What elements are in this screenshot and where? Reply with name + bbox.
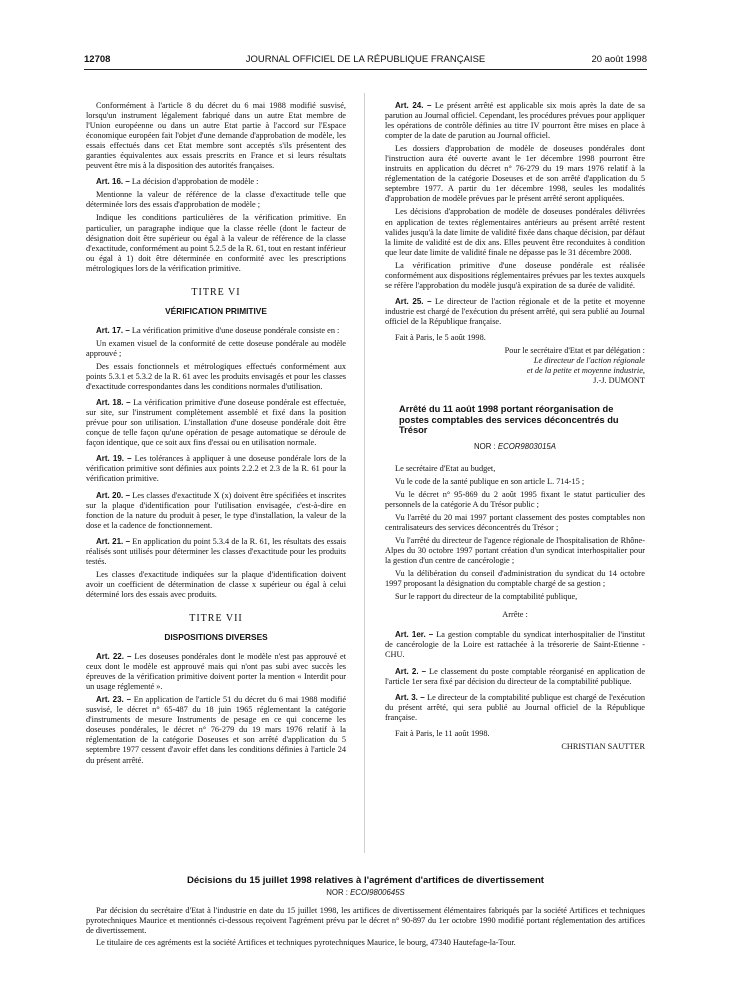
article-label: Art. 24. – <box>395 101 432 110</box>
article-label: Art. 1er. – <box>395 630 434 640</box>
article-text: Les classes d'exactitude X (x) doivent être spécifiées et inscrites sur la plaque d'identification pour l'utilisation envisagée, c'est-à-dire en fonction de la nature du produit à peser, le type d'installation, la valeur de la dose et la cadence de fonctionnement. <box>86 490 346 530</box>
article-21 <box>86 537 346 567</box>
nor-prefix: NOR : <box>326 888 348 898</box>
article-text: La vérification primitive d'une doseuse pondérale est effectuée, sur site, sur l'instrument complètement assemblé et fixé dans la position prévue pour son utilisation. L'installation d'une doseuse pondérale doit être conçue de telle façon qu'une opération de pesage automatique se déroule de façon identique, que ce soit aux fins d'essai ou en utilisation normale. <box>86 398 346 448</box>
article-text: Les doseuses pondérales dont le modèle n'est pas approuvé et ceux dont le modèle est approuvé mais qui n'ont pas subi avec succès les épreuves de la vérification primitive doivent porter la mention « Interdit pour un usage réglementé ». <box>86 652 346 692</box>
visa-line: Sur le rapport du directeur de la comptabilité publique, <box>395 592 578 602</box>
article-text: Le présent arrêté est applicable six mois après la date de sa parution au Journal officiel. Cependant, les procédures prévues pour appliquer les opérations de contrôle définies au titre IV pourront être mises en place à compter de la date de parution au Journal officiel. <box>385 101 646 141</box>
visa-line: Le secrétaire d'Etat au budget, <box>395 463 496 473</box>
issue-date: 20 août 1998 <box>591 54 647 65</box>
page-header <box>84 54 647 68</box>
article-1 <box>385 630 645 660</box>
signature-line: Le directeur de l'action régionale <box>533 356 645 366</box>
journal-title: JOURNAL OFFICIEL DE LA RÉPUBLIQUE FRANÇAISE <box>245 54 486 65</box>
column-divider <box>364 93 365 853</box>
paragraph: Les décisions d'approbation de modèle de doseuses pondérales délivrées en application de textes réglementaires antérieurs au présent arrêté restent valides jusqu'à la date limite de validité fixée dans chaque décision, par défaut la limite de validité est de dix ans. Elles peuvent être reconduites à condition que leur date limite de validité finale ne dépasse pas le 31 décembre 2008. <box>385 207 645 257</box>
paragraph: Le titulaire de ces agréments est la société Artifices et techniques pyrotechniques Maurice, le bourg, 47340 Hautefage-la-Tour. <box>96 938 516 948</box>
article-label: Art. 16. – <box>96 177 130 187</box>
article-label: Art. 22. – <box>96 652 132 662</box>
nor-reference <box>385 442 645 452</box>
signatory-name: CHRISTIAN SAUTTER <box>561 741 645 751</box>
section-subtitle: DISPOSITIONS DIVERSES <box>164 632 268 643</box>
article-text: En application du point 5.3.4 de la R. 61, les résultats des essais réalisés sont utilisés pour déterminer les classes d'exactitude pour les produits testés. <box>86 536 346 566</box>
decisions-title: Décisions du 15 juillet 1998 relatives à l'agrément d'artifices de divertissement <box>186 875 545 886</box>
visa-line: Vu l'arrêté du directeur de l'agence régionale de l'hospitalisation de Rhône-Alpes du 30 octobre 1997 portant création d'un syndicat interhospitalier pour la gestion d'un centre de cancérologie ; <box>385 536 645 566</box>
article-19 <box>86 454 346 484</box>
article-23 <box>86 695 346 765</box>
article-label: Art. 2. – <box>395 666 427 676</box>
article-label: Art. 23. – <box>96 695 132 705</box>
signature-line: et de la petite et moyenne industrie, <box>526 366 645 376</box>
article-label: Art. 20. – <box>96 490 131 500</box>
article-20 <box>86 491 346 531</box>
paragraph: Les dossiers d'approbation de modèle de doseuses pondérales dont l'instruction aura été ouverte avant le 1er décembre 1998 pourront être instruits en application du décret n° 76-279 du 19 mars 1976 relatif à la réglementation de la catégorie Doseuses et de son arrêté d'application du 5 septembre 1977. A partir du 1er décembre 1998, seules les modalités d'approbation de modèle prévues par le présent arrêté seront appliquées. <box>385 144 645 204</box>
article-text: La décision d'approbation de modèle : <box>131 177 259 187</box>
article-label: Art. 21. – <box>96 536 131 546</box>
paragraph: Un examen visuel de la conformité de cette doseuse pondérale au modèle approuvé ; <box>86 338 346 358</box>
article-text: En application de l'article 51 du décret du 6 mai 1988 modifié susvisé, le décret n° 65-487 du 18 juin 1965 réglementant la catégorie d'instruments de mesure Instruments de pesage en ce qui concerne les doseuses pondérales, le décret n° 76-279 du 19 mars 1976 relatif à la réglementation de la catégorie Doseuses et son arrêté d'application du 5 septembre 1977 cessent d'avoir effet dans les conditions définies à l'article 24 du présent arrêté. <box>86 695 346 765</box>
section-title: TITRE VII <box>189 612 243 624</box>
article-text: La vérification primitive d'une doseuse pondérale consiste en : <box>131 325 340 335</box>
left-column <box>86 101 346 769</box>
article-25 <box>385 297 645 327</box>
nor-code: ECOI9800645S <box>350 888 405 898</box>
article-label: Art. 17. – <box>96 325 130 335</box>
article-text: Le directeur de l'action régionale et de la petite et moyenne industrie est chargé de l'exécution du présent arrêté, qui sera publié au Journal officiel de la République française. <box>385 296 646 326</box>
paragraph: Les classes d'exactitude indiquées sur la plaque d'identification doivent avoir un coefficient de détermination de classe x supérieur ou égal à celui déterminé lors des essais avec produits. <box>86 569 346 599</box>
section-subtitle: VÉRIFICATION PRIMITIVE <box>165 305 267 316</box>
arrete-heading: Arrête : <box>502 610 528 620</box>
article-3 <box>385 693 645 723</box>
paragraph: Indique les conditions particulières de la vérification primitive. En particulier, un paragraphe indique que la classe réelle (dont le facteur de désignation doit être supérieur ou égal à la valeur de référence de la classe d'exactitude, conformément au point 5.2.5 de la R. 61, tout en restant inférieur ou égal à 1) doit être déterminée en conformité avec les prescriptions métrologiques lors de la vérification primitive. <box>86 213 346 273</box>
paragraph: La vérification primitive d'une doseuse pondérale est réalisée conformément aux dispositions réglementaires prévues par les textes auxquels se réfère l'approbation du modèle jusqu'à expiration de sa durée de validité. <box>385 260 645 290</box>
article-text: Les tolérances à appliquer à une doseuse pondérale lors de la vérification primitive sont définies aux points 2.2.2 et 2.3 de la R. 61 pour la vérification primitive. <box>86 454 347 484</box>
article-label: Art. 3. – <box>395 692 425 702</box>
signature-line: Pour le secrétaire d'Etat et par délégation : <box>504 346 645 356</box>
article-label: Art. 25. – <box>395 296 432 306</box>
article-18 <box>86 398 346 448</box>
article-text: Le classement du poste comptable réorganisé en application de l'article 1er sera fixé par décision du directeur de la comptabilité publique. <box>385 666 646 686</box>
paragraph: Des essais fonctionnels et métrologiques effectués conformément aux points 5.3.1 et 5.3.2 de la R. 61 avec les produits envisagés et pour les classes d'exactitude correspondantes dans les conditions normales d'utilisation. <box>86 361 346 392</box>
decisions-section <box>86 876 645 950</box>
article-17 <box>86 326 346 336</box>
visa-line: Vu la délibération du conseil d'administration du syndicat du 14 octobre 1997 proposant la désignation du comptable chargé de sa gestion ; <box>385 569 645 589</box>
nor-prefix: NOR : <box>474 441 496 451</box>
paragraph: Mentionne la valeur de référence de la classe d'exactitude telle que déterminée lors des essais d'approbation de modèle ; <box>86 190 346 210</box>
signatory-name: J.-J. DUMONT <box>593 376 645 386</box>
article-16 <box>86 177 346 187</box>
nor-reference <box>86 888 645 898</box>
article-text: Le directeur de la comptabilité publique est chargé de l'exécution du présent arrêté, qui sera publié au Journal officiel de la République française. <box>385 692 645 722</box>
article-2 <box>385 667 645 687</box>
arrete-title: Arrêté du 11 août 1998 portant réorganisation de postes comptables des services déconcentrés du Trésor <box>399 404 619 436</box>
article-label: Art. 18. – <box>96 398 131 408</box>
nor-code: ECOR9803015A <box>497 441 556 451</box>
article-text: La gestion comptable du syndicat interhospitalier de l'institut de cancérologie de la Loire est rattachée à la trésorerie de Saint-Etienne - CHU. <box>385 630 646 660</box>
article-24 <box>385 101 645 141</box>
fait-a-paris: Fait à Paris, le 5 août 1998. <box>395 332 486 342</box>
paragraph: Conformément à l'article 8 du décret du 6 mai 1988 modifié susvisé, lorsqu'un instrument légalement fabriqué dans un autre Etat membre de l'Union européenne ou dans un autre Etat partie à l'accord sur l'Espace économique européen fait l'objet d'une demande d'approbation de modèle, les essais effectués dans cet Etat membre sont acceptés s'ils présentent des garanties équivalentes aux essais prescrits en France et si leurs résultats peuvent être mis à la disposition des autorités françaises. <box>86 101 346 171</box>
article-label: Art. 19. – <box>96 454 132 464</box>
visa-line: Vu l'arrêté du 20 mai 1997 portant classement des postes comptables non centralisateurs des services déconcentrés du Trésor ; <box>385 512 645 532</box>
visa-line: Vu le décret n° 95-869 du 2 août 1995 fixant le statut particulier des personnels de la catégorie A du Trésor public ; <box>385 489 645 509</box>
fait-a-paris: Fait à Paris, le 11 août 1998. <box>395 728 490 738</box>
right-column <box>385 101 645 752</box>
article-22 <box>86 652 346 692</box>
header-rule <box>84 69 647 70</box>
paragraph: Par décision du secrétaire d'Etat à l'industrie en date du 15 juillet 1998, les artifices de divertissement élémentaires fabriqués par la société Artifices et techniques pyrotechniques Maurice et mentionnés ci-dessous reçoivent l'agrément prévu par le décret n° 90-897 du 1er octobre 1990 modifié portant réglementation des artifices de divertissement. <box>86 906 645 936</box>
section-title: TITRE VI <box>191 286 241 298</box>
visa-line: Vu le code de la santé publique en son article L. 714-15 ; <box>395 476 585 486</box>
signature-block <box>385 346 645 386</box>
page-number: 12708 <box>84 54 111 65</box>
